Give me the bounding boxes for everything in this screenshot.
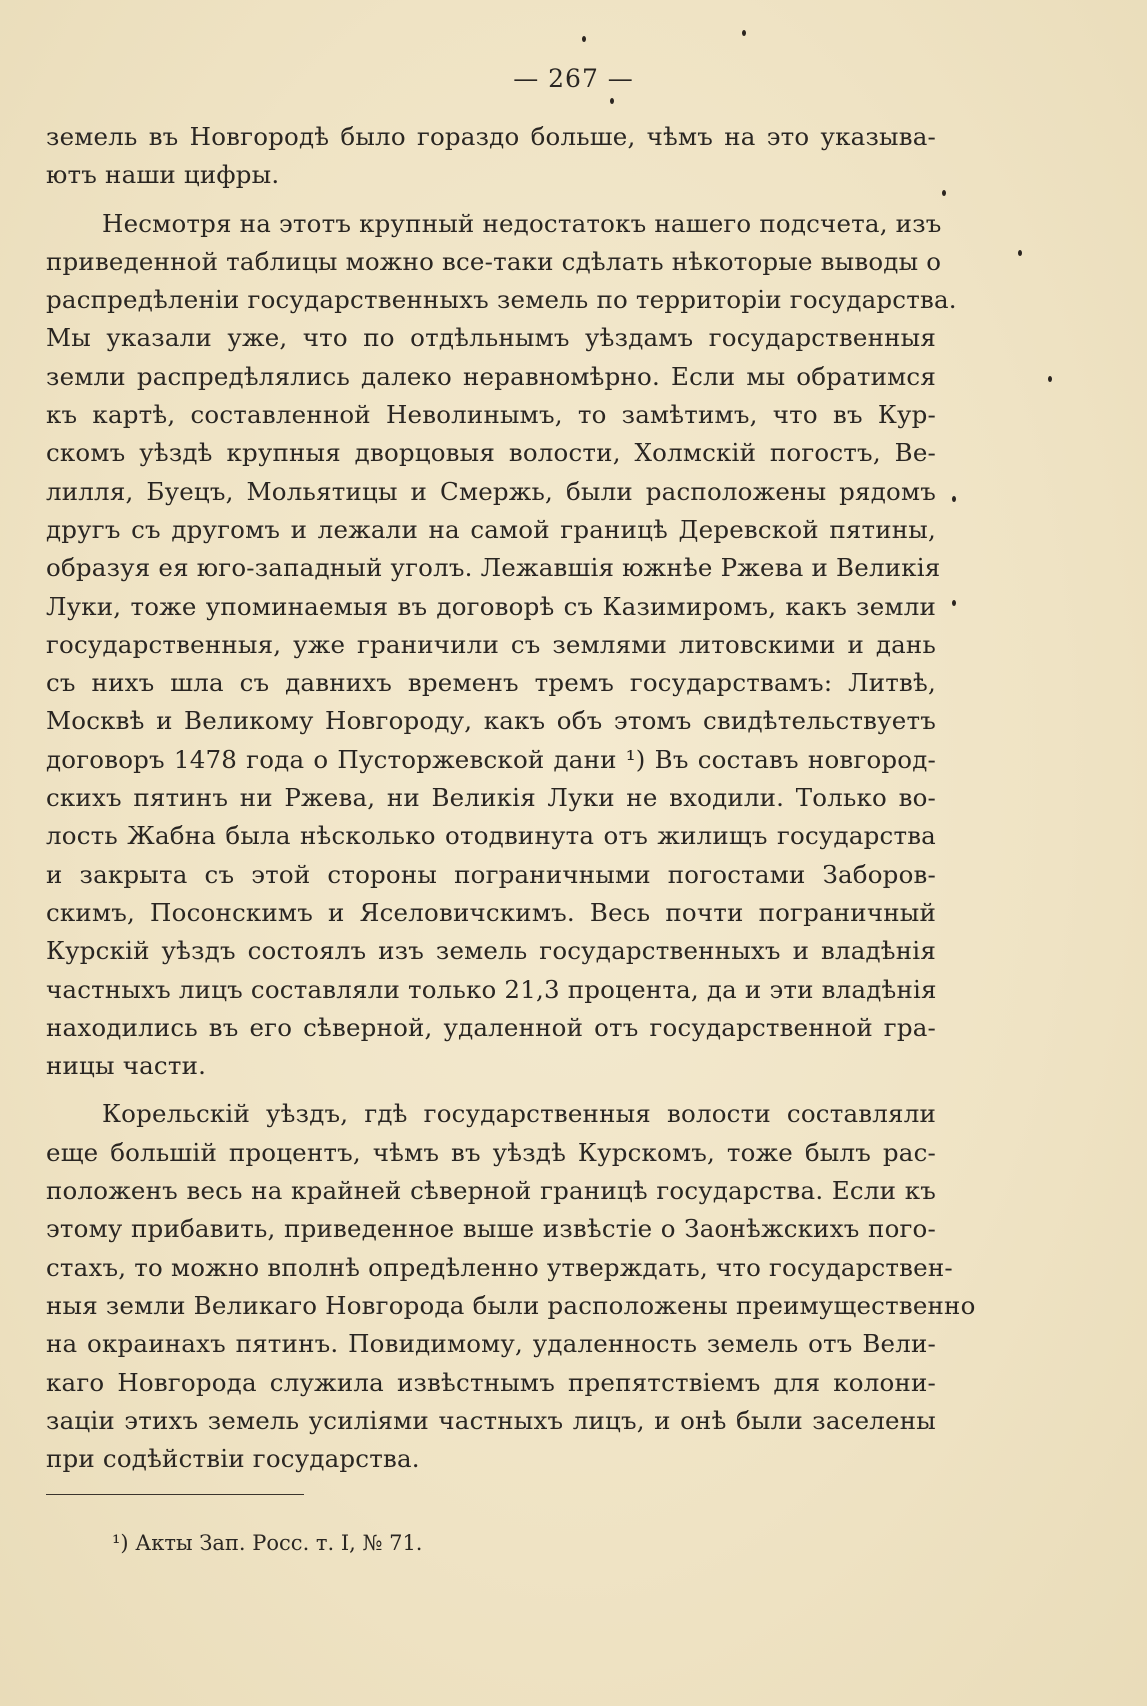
footnote: ¹) Акты Зап. Росс. т. I, № 71. (112, 1531, 423, 1555)
text-line: положенъ весь на крайней сѣверной границѣ государства. Если къ (46, 1176, 936, 1206)
scan-speck (952, 600, 956, 606)
scan-speck (582, 36, 586, 42)
body-text (46, 118, 976, 1478)
scan-speck (610, 98, 614, 104)
scan-speck (942, 190, 946, 196)
text-line: еще большій процентъ, чѣмъ въ уѣздѣ Курскомъ, тоже былъ рас- (46, 1137, 936, 1167)
text-line: ютъ наши цифры. (46, 160, 280, 190)
paragraph (46, 118, 936, 195)
scan-speck (952, 496, 956, 502)
text-line: ныя земли Великаго Новгорода были расположены преимущественно (46, 1290, 976, 1320)
text-line: стахъ, то можно вполнѣ опредѣленно утверждать, что государствен- (46, 1252, 953, 1282)
text-line: Курскій уѣздъ состоялъ изъ земель государственныхъ и владѣнія (46, 936, 936, 966)
text-line: съ нихъ шла съ давнихъ временъ тремъ государствамъ: Литвѣ, (46, 668, 936, 698)
footnote-divider (46, 1494, 304, 1495)
text-line: государственныя, уже граничили съ землями литовскими и дань (46, 629, 936, 659)
scan-speck (742, 30, 746, 36)
text-line: Луки, тоже упоминаемыя въ договорѣ съ Казимиромъ, какъ земли (46, 591, 936, 621)
text-line: на окраинахъ пятинъ. Повидимому, удаленность земель отъ Вели- (46, 1329, 936, 1359)
text-line: Корельскій уѣздъ, гдѣ государственныя волости составляли (102, 1099, 936, 1129)
text-line: земель въ Новгородѣ было гораздо больше, чѣмъ на это указыва- (46, 122, 936, 151)
text-line: скихъ пятинъ ни Ржева, ни Великія Луки не входили. Только во- (46, 783, 936, 813)
text-line: заціи этихъ земель усиліями частныхъ лицъ, и онѣ были заселены (46, 1405, 936, 1435)
scan-speck (1048, 376, 1052, 382)
text-line: распредѣленіи государственныхъ земель по территоріи государства. (46, 285, 957, 315)
text-line: и закрыта съ этой стороны пограничными погостами Заборов- (46, 859, 936, 889)
text-line: при содѣйствіи государства. (46, 1444, 420, 1474)
text-line: договоръ 1478 года о Пусторжевской дани ¹) Въ составъ новгород- (46, 744, 936, 774)
text-line: находились въ его сѣверной, удаленной отъ государственной гра- (46, 1012, 936, 1042)
text-line: Несмотря на этотъ крупный недостатокъ нашего подсчета, изъ (102, 208, 942, 238)
text-line: лость Жабна была нѣсколько отодвинута отъ жилищъ государства (46, 821, 936, 851)
text-line: земли распредѣлялись далеко неравномѣрно. Если мы обратимся (46, 361, 936, 391)
text-line: скимъ, Посонскимъ и Яселовичскимъ. Весь почти пограничный (46, 897, 936, 927)
text-line: каго Новгорода служила извѣстнымъ препятствіемъ для колони- (46, 1367, 936, 1397)
text-line: Москвѣ и Великому Новгороду, какъ объ этомъ свидѣтельствуетъ (46, 706, 936, 736)
text-line: образуя ея юго-западный уголъ. Лежавшія южнѣе Ржева и Великія (46, 553, 941, 583)
text-line: ницы части. (46, 1051, 207, 1081)
page-number: — 267 — (513, 64, 634, 93)
text-line: частныхъ лицъ составляли только 21,3 процента, да и эти владѣнія (46, 974, 937, 1004)
paragraph (46, 1095, 976, 1478)
text-line: къ картѣ, составленной Неволинымъ, то замѣтимъ, что въ Кур- (46, 400, 936, 430)
text-line: другъ съ другомъ и лежали на самой границѣ Деревской пятины, (46, 514, 936, 544)
text-line: скомъ уѣздѣ крупныя дворцовыя волости, Холмскій погостъ, Ве- (46, 438, 936, 468)
text-line: лилля, Буецъ, Мольятицы и Смержь, были расположены рядомъ (46, 476, 936, 506)
paragraph (46, 205, 957, 1086)
text-line: приведенной таблицы можно все-таки сдѣлать нѣкоторые выводы о (46, 246, 942, 276)
text-line: этому прибавить, приведенное выше извѣстіе о Заонѣжскихъ пого- (46, 1214, 936, 1244)
scan-speck (1018, 250, 1022, 256)
text-line: Мы указали уже, что по отдѣльнымъ уѣздамъ государственныя (46, 323, 936, 353)
